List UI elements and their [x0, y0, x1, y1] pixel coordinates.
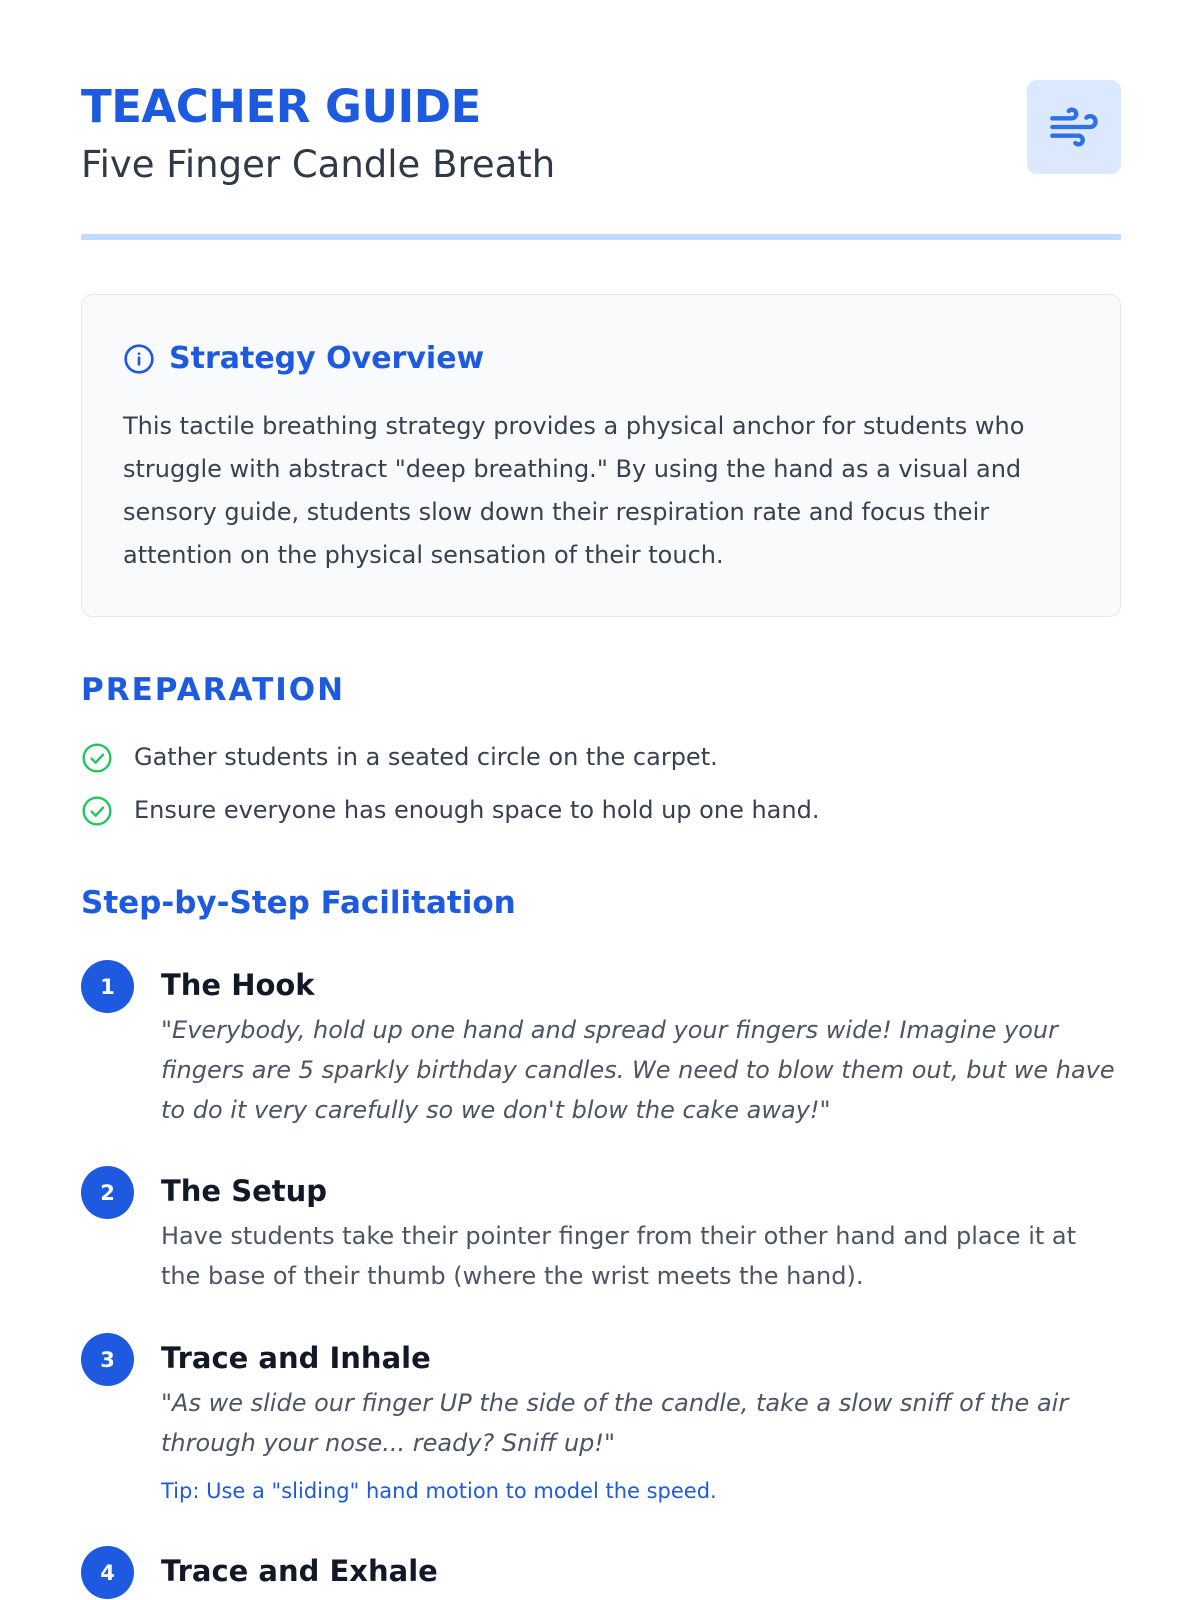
wind-icon: [1048, 101, 1100, 153]
strategy-overview-card: [81, 294, 1121, 617]
step-tip: Tip: Use a "sliding" hand motion to model the speed.: [161, 1479, 717, 1503]
step-number-badge: 1: [81, 960, 134, 1013]
step-number-badge: 2: [81, 1166, 134, 1219]
step-title: Trace and Inhale: [161, 1341, 431, 1375]
step-body: [161, 1174, 1121, 1296]
step-script: "Everybody, hold up one hand and spread your fingers wide! Imagine your fingers are 5 sparkly birthday candles. We need to blow them out, but we have to do it very carefully so we don't blow the cake away!": [161, 1016, 1115, 1124]
step-body: [161, 968, 1121, 1130]
page-subtitle: Five Finger Candle Breath: [81, 143, 556, 186]
step-script: "As we slide our finger UP the side of the candle, take a slow sniff of the air through your nose... ready? Sniff up!": [161, 1389, 1069, 1457]
preparation-item-text: Gather students in a seated circle on the carpet.: [134, 743, 718, 771]
preparation-list: [81, 740, 1121, 846]
preparation-item-text: Ensure everyone has enough space to hold up one hand.: [134, 796, 820, 824]
check-circle-icon: [81, 795, 113, 827]
step-title: The Hook: [161, 968, 315, 1002]
logo-badge: [1027, 80, 1121, 174]
page-header: [81, 80, 1121, 240]
overview-title: Strategy Overview: [169, 341, 485, 376]
step-title: The Setup: [161, 1174, 328, 1208]
list-item: [81, 740, 1121, 793]
preparation-heading: PREPARATION: [81, 672, 346, 708]
page-title: TEACHER GUIDE: [81, 80, 481, 133]
steps-heading: Step-by-Step Facilitation: [81, 885, 516, 921]
list-item: [81, 793, 1121, 846]
overview-body: This tactile breathing strategy provides a physical anchor for students who struggle with abstract "deep breathing." By using the hand as a visual and sensory guide, students slow down their respiration rate and focus their attention on the physical sensation of their touch.: [123, 412, 1025, 569]
step-title: Trace and Exhale: [161, 1554, 438, 1588]
step-instruction: Have students take their pointer finger from their other hand and place it at the base of their thumb (where the wrist meets the hand).: [161, 1222, 1077, 1290]
header-divider: [81, 234, 1121, 240]
check-circle-icon: [81, 742, 113, 774]
info-icon: [123, 343, 155, 375]
step-number-badge: 3: [81, 1333, 134, 1386]
step-body: [161, 1341, 1121, 1505]
overview-header: [123, 342, 484, 376]
step-number-badge: 4: [81, 1546, 134, 1599]
step-body: [161, 1554, 1121, 1588]
